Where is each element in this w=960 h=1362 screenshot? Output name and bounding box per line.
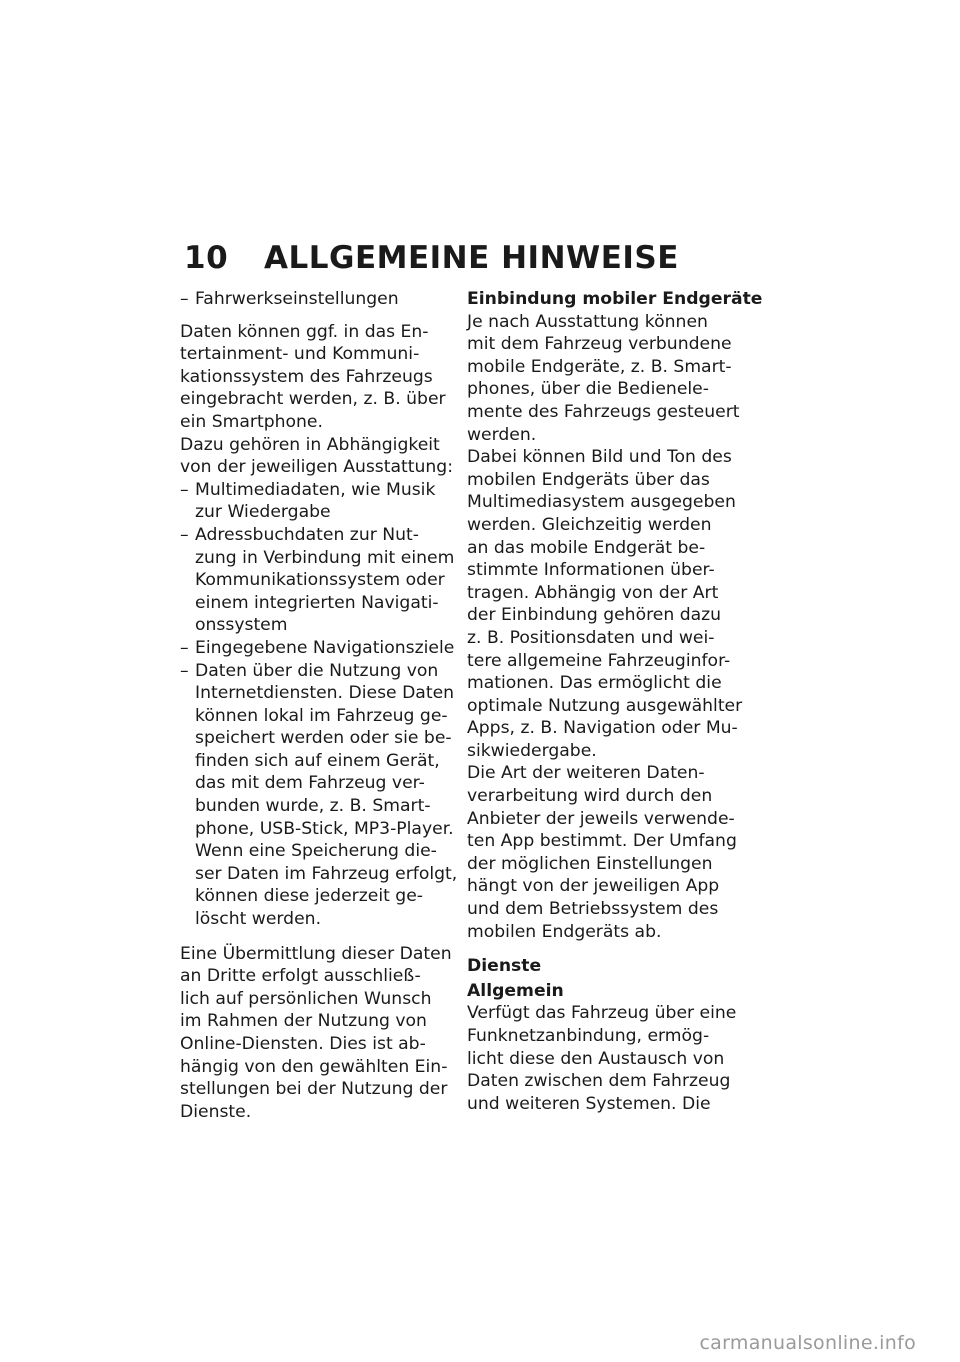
dash-icon: –	[180, 524, 189, 545]
dash-icon: –	[180, 479, 189, 500]
list-item: – Multimediadaten, wie Musik zur Wiedergabe	[180, 479, 436, 523]
watermark: carmanualsonline.info	[699, 1332, 916, 1354]
list-item: – Fahrwerkseinstellungen	[180, 289, 399, 309]
subsection-heading: Allgemein	[467, 980, 564, 1001]
paragraph: Je nach Ausstattung können mit dem Fahrzeug verbundene mobile Endgeräte, z. B. Smart- phones, über die Bedienele- mente des Fahrzeugs gesteuert werden. Dabei können Bild und Ton des mobilen Endgeräts über das Multimediasystem ausgegeben werden. Gleichzeitig werden an das mobile Endgerät be- stimmte Informationen über- tragen. Abhängig von der Art der Einbindung gehören dazu z. B. Positionsdaten und wei- tere allgemeine Fahrzeuginfor- mationen. Das ermöglicht die optimale Nutzung ausgewählter Apps, z. B. Navigation oder Mu- sikwiedergabe. Die Art der weiteren Daten- verarbeitung wird durch den Anbieter der jeweils verwende- ten App bestimmt. Der Umfang der möglichen Einstellungen hängt von der jeweiligen App und dem Betriebssystem des mobilen Endgeräts ab.	[467, 311, 743, 942]
page-title: ALLGEMEINE HINWEISE	[264, 240, 679, 276]
paragraph: Eine Übermittlung dieser Daten an Dritte erfolgt ausschließ- lich auf persönlichen Wunsch im Rahmen der Nutzung von Online-Diensten. Dies ist ab- hängig von den gewählten Ein- stellungen bei der Nutzung der Dienste.	[180, 943, 452, 1122]
page-number: 10	[184, 240, 229, 276]
dash-icon: –	[180, 289, 189, 309]
paragraph: Verfügt das Fahrzeug über eine Funknetzanbindung, ermög- licht diese den Austausch von Daten zwischen dem Fahrzeug und weiteren Systemen. Die	[467, 1003, 737, 1114]
section-heading: Dienste	[467, 956, 542, 977]
list-item: – Adressbuchdaten zur Nut- zung in Verbindung mit einem Kommunikationssystem oder einem integrierten Navigati- onssystem	[180, 524, 455, 636]
right-column	[467, 288, 763, 1115]
dash-icon: –	[180, 637, 189, 658]
list-item: – Eingegebene Navigationsziele	[180, 637, 455, 658]
section-heading: Einbindung mobiler Endgeräte	[467, 289, 763, 309]
dash-icon: –	[180, 660, 189, 681]
list-item: – Daten über die Nutzung von Internetdiensten. Diese Daten können lokal im Fahrzeug ge- speichert werden oder sie be- finden sich auf einem Gerät, das mit dem Fahrzeug ver- bunden wurde, z. B. Smart- phone, USB-Stick, MP3-Player. Wenn eine Speicherung die- ser Daten im Fahrzeug erfolgt, können diese jederzeit ge- löscht werden.	[180, 660, 458, 930]
page-header	[184, 240, 679, 276]
left-column	[180, 288, 458, 1123]
paragraph: Daten können ggf. in das En- tertainment- und Kommuni- kationssystem des Fahrzeugs eingebracht werden, z. B. über ein Smartphone. Dazu gehören in Abhängigkeit von der jeweiligen Ausstattung:	[180, 321, 454, 478]
